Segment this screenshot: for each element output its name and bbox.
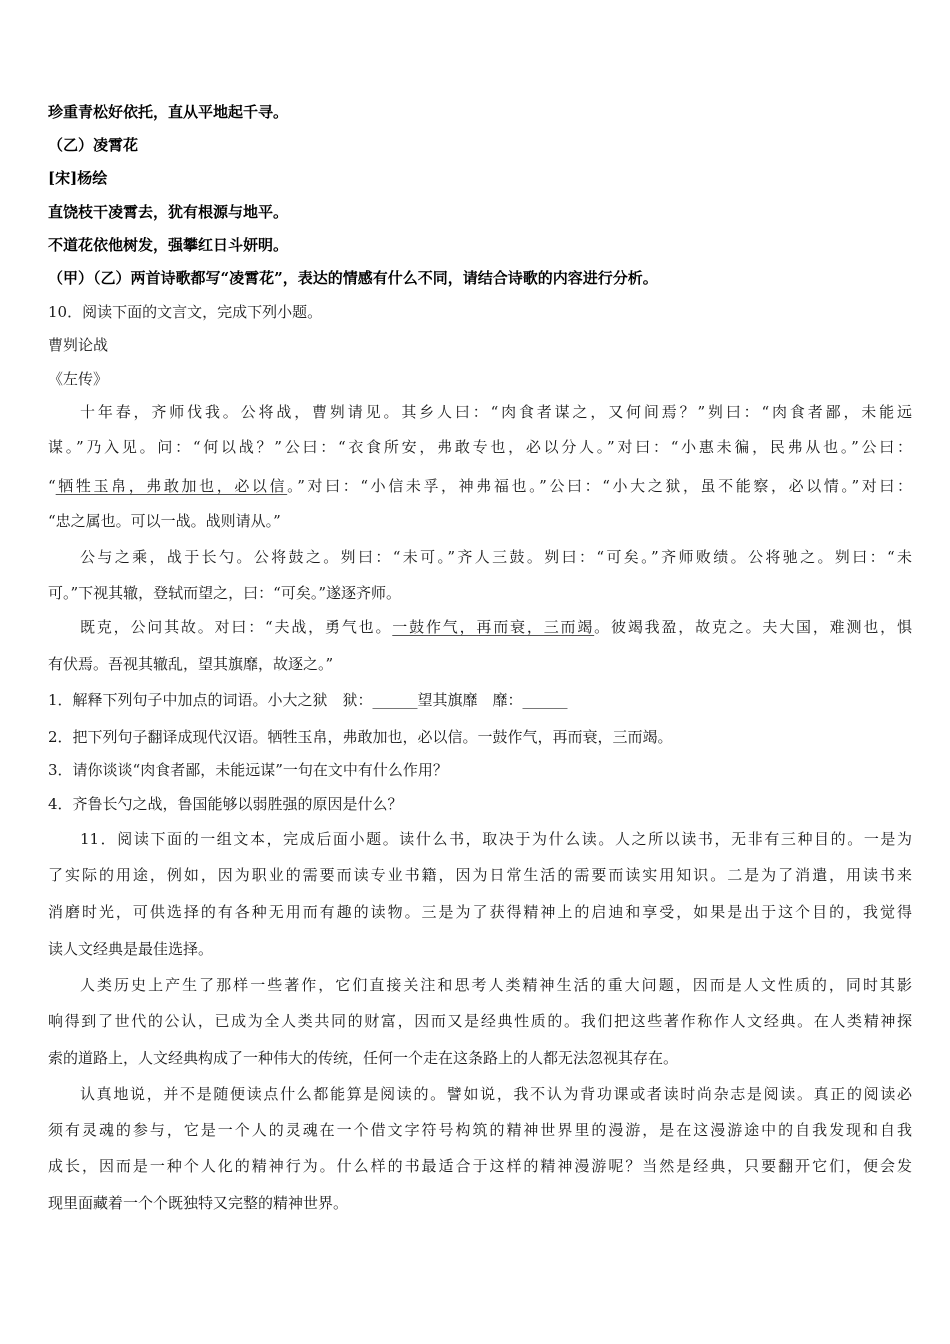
passage-line: 人类历史上产生了那样一些著作，它们直接关注和思考人类精神生活的重大问题，因而是人文性质的，同时其影 <box>80 976 912 994</box>
passage-line: 有伏焉。吾视其辙乱，望其旗靡，故逐之。” <box>48 655 334 673</box>
passage-title: 曹刿论战 <box>48 336 109 354</box>
poem-line: 不道花依他树发，强攀红日斗妍明。 <box>48 236 289 254</box>
passage-line: 响得到了世代的公认，已成为全人类共同的财富，因而又是经典性质的。我们把这些著作称作人文经典。在人类精神探 <box>48 1012 912 1030</box>
text: 。”对曰：“小信未孚，神弗福也。”公曰：“小大之狱，虽不能察，必以情。”对曰： <box>287 477 912 495</box>
sub-question-2: 2．把下列句子翻译成现代汉语。牺牲玉帛，弗敢加也，必以信。一鼓作气，再而衰，三而竭。 <box>48 728 673 746</box>
text: 。彼竭我盈，故克之。夫大国，难测也，惧 <box>594 618 912 636</box>
question-9: （甲）（乙）两首诗歌都写“凌霄花”，表达的情感有什么不同，请结合诗歌的内容进行分析。 <box>48 269 658 287</box>
text: “ <box>48 477 56 495</box>
passage-line: 消磨时光，可供选择的有各种无用而有趣的读物。三是为了获得精神上的启迪和享受，如果是出于这个目的，我觉得 <box>48 903 912 921</box>
sub-question-1: 1．解释下列句子中加点的词语。小大之狱 狱：______望其旗靡 靡：______ <box>48 691 568 709</box>
passage-line: 须有灵魂的参与，它是一个人的灵魂在一个借文字符号构筑的精神世界里的漫游，是在这漫游途中的自我发现和自我 <box>48 1121 912 1139</box>
passage-line: 索的道路上，人文经典构成了一种伟大的传统，任何一个走在这条路上的人都无法忽视其存在。 <box>48 1049 679 1067</box>
passage-line: 11．阅读下面的一组文本，完成后面小题。读什么书，取决于为什么读。人之所以读书，无非有三种目的。一是为 <box>80 830 912 848</box>
passage-line <box>80 617 912 637</box>
passage-source: 《左传》 <box>48 370 109 388</box>
passage-line: 公与之乘，战于长勺。公将鼓之。刿曰：“未可。”齐人三鼓。刿曰：“可矣。”齐师败绩。公将驰之。刿曰：“未 <box>80 548 912 566</box>
passage-line: 认真地说，并不是随便读点什么都能算是阅读的。譬如说，我不认为背功课或者读时尚杂志是阅读。真正的阅读必 <box>80 1085 912 1103</box>
passage-line: 可。”下视其辙，登轼而望之，曰：“可矣。”遂逐齐师。 <box>48 584 402 602</box>
poem-line: 直饶枝干凌霄去，犹有根源与地平。 <box>48 203 289 221</box>
passage-line: 十年春，齐师伐我。公将战，曹刿请见。其乡人曰：“肉食者谋之，又何间焉？”刿曰：“肉食者鄙，未能远 <box>80 403 912 421</box>
poem-title: （乙）凌霄花 <box>48 136 139 154</box>
poem-author: [宋]杨绘 <box>48 169 108 187</box>
poem-line: 珍重青松好依托，直从平地起千寻。 <box>48 103 289 121</box>
passage-line: 读人文经典是最佳选择。 <box>48 940 214 958</box>
passage-line: 成长，因而是一种个人化的精神行为。什么样的书最适合于这样的精神漫游呢？当然是经典，只要翻开它们，便会发 <box>48 1157 912 1175</box>
sub-question-3: 3．请你谈谈“肉食者鄙，未能远谋”一句在文中有什么作用？ <box>48 761 448 779</box>
passage-line <box>48 476 912 496</box>
underlined-sentence: 一鼓作气，再而衰，三而竭 <box>392 618 595 636</box>
sub-question-4: 4．齐鲁长勺之战，鲁国能够以弱胜强的原因是什么？ <box>48 795 403 813</box>
passage-line: 了实际的用途，例如，因为职业的需要而读专业书籍，因为日常生活的需要而读实用知识。二是为了消遣，用读书来 <box>48 866 912 884</box>
question-10-prompt: 10．阅读下面的文言文，完成下列小题。 <box>48 303 323 321</box>
text: 既克，公问其故。对曰：“夫战，勇气也。 <box>80 618 393 636</box>
passage-line: “忠之属也。可以一战。战则请从。” <box>48 512 281 530</box>
underlined-sentence: 牺牲玉帛，弗敢加也，必以信 <box>55 477 288 495</box>
passage-line: 现里面藏着一个个既独特又完整的精神世界。 <box>48 1194 349 1212</box>
passage-line: 谋。”乃入见。问：“何以战？”公曰：“衣食所安，弗敢专也，必以分人。”对曰：“小惠未徧，民弗从也。”公曰： <box>48 438 912 456</box>
